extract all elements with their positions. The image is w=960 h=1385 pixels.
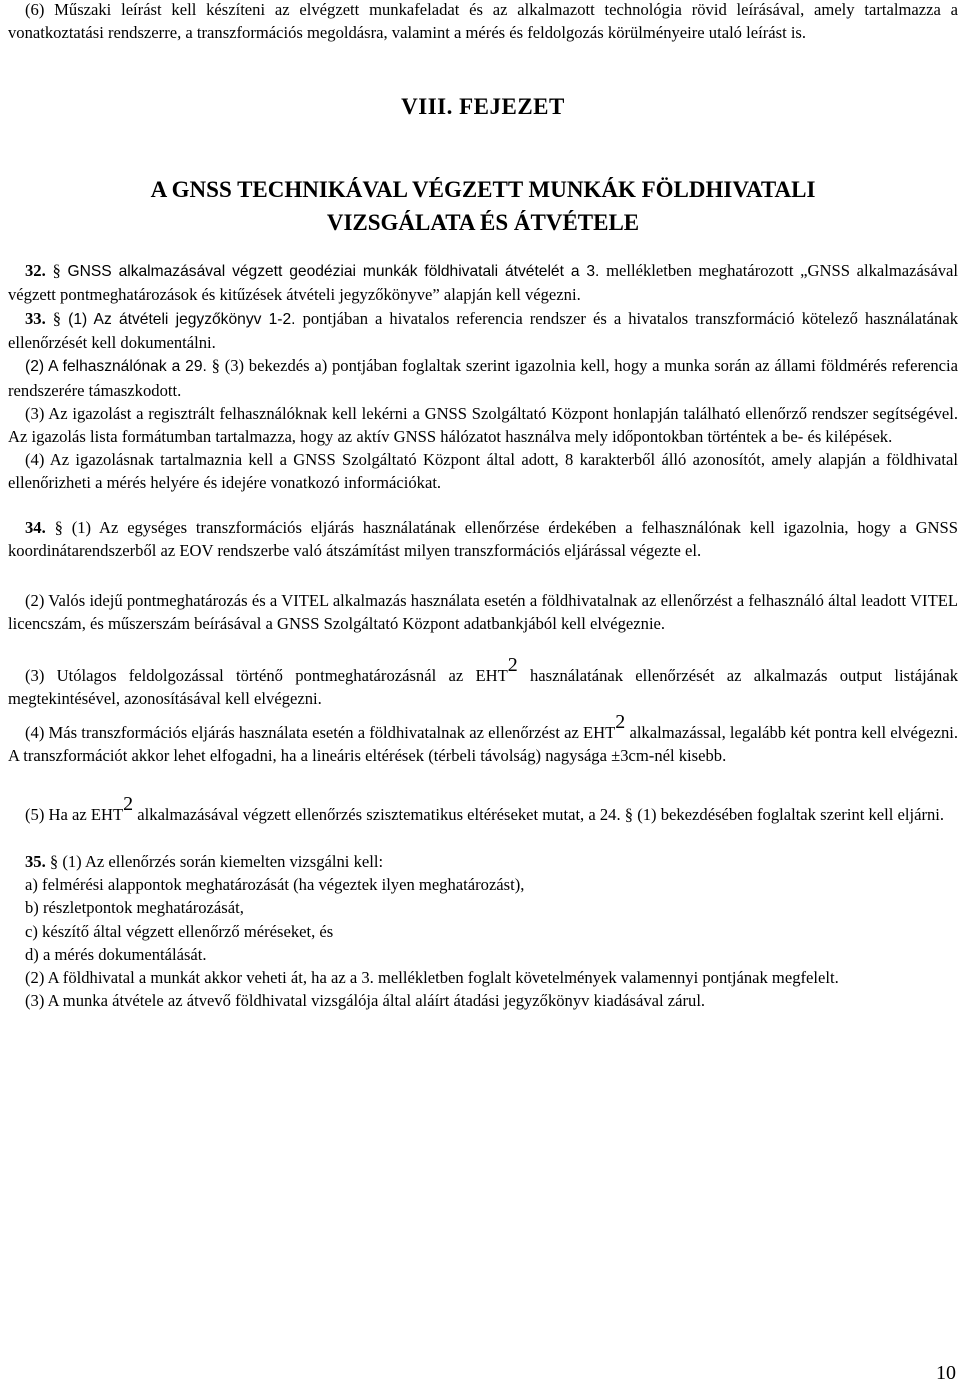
section-34-p4-block bbox=[8, 711, 958, 767]
chapter-number: VIII. FEJEZET bbox=[401, 94, 565, 119]
section-34-paragraph-4 bbox=[8, 711, 958, 767]
section-33-paragraph-1 bbox=[8, 307, 958, 354]
section-34-number: 34. bbox=[25, 518, 46, 537]
section-34 bbox=[8, 516, 958, 562]
section-34-p3-text-b: használatának ellenőrzését az alkalmazás output listájának megtekintésével, azonosításával kell elvégezni. bbox=[8, 666, 958, 709]
section-sign: § bbox=[52, 261, 61, 280]
section-34-p5-text-c: (1) bekezdésében foglaltak szerint kell eljárni. bbox=[637, 805, 945, 824]
section-sign: § bbox=[624, 805, 634, 824]
section-34-p3-block bbox=[8, 654, 958, 710]
section-sign: § bbox=[49, 852, 59, 871]
section-33-paragraph-4: (4) Az igazolásnak tartalmaznia kell a GNSS Szolgáltató Központ által adott, 8 karakterből álló azonosítót, amely alapján a földhivatal ellenőrizheti a mérés helyére és idejére vonatkozó információkat. bbox=[8, 450, 958, 493]
section-33-p1-sans: (1) Az átvételi jegyzőkönyv 1-2. bbox=[68, 311, 296, 328]
section-sign: § bbox=[211, 356, 220, 376]
section-33-p1-text: pontjában a hivatalos referencia rendszer és a hivatalos transzformáció kötelező használatának ellenőrzését kell dokumentálni. bbox=[8, 309, 959, 353]
section-34-p1-text: (1) Az egységes transzformációs eljárás használatának ellenőrzése érdekében a felhasználónak kell igazolnia, hogy a GNSS koordinátarendszerből az EOV rendszerbe való átszámítást milyen transzformációs eljárással végezte el. bbox=[8, 518, 958, 561]
section-34-p5-text-a: (5) Ha az EHT bbox=[25, 805, 124, 824]
section-35-paragraph-1 bbox=[8, 850, 958, 873]
section-35-paragraph-2: (2) A földhivatal a munkát akkor veheti át, ha az a 3. mellékletben foglalt követelmények valamennyi pontjának megfelelt. bbox=[25, 968, 839, 988]
section-33-number: 33. bbox=[25, 309, 46, 328]
list-item: a) felmérési alappontok meghatározását (ha végeztek ilyen meghatározást), bbox=[25, 875, 525, 895]
section-33-paragraph-3: (3) Az igazolást a regisztrált felhasználóknak kell lekérni a GNSS Szolgáltató Központ honlapján található ellenőrző rendszer segítségével. Az igazolás lista formátumban tartalmazza, hogy az aktív GNSS hálózatot használva mely időpontokban történtek a be- és kilépések. bbox=[8, 403, 958, 447]
section-34-p4-text-a: (4) Más transzformációs eljárás használata esetén a földhivatalnak az ellenőrzést az EHT bbox=[25, 723, 616, 742]
section-34-paragraph-3 bbox=[8, 654, 958, 710]
intro-block bbox=[8, 0, 958, 44]
section-34-p5-block bbox=[8, 793, 958, 826]
section-35 bbox=[8, 850, 958, 1012]
section-34-p4-text-b: alkalmazással, legalább két pontra kell elvégezni. A transzformációt akkor lehet elfogadni, ha a lineáris eltérések (térbeli távolság) nagysága ±3cm-nél kisebb. bbox=[8, 723, 958, 766]
section-34-p2-block bbox=[8, 589, 958, 635]
list-item: d) a mérés dokumentálását. bbox=[25, 944, 207, 964]
superscript-2: 2 bbox=[615, 711, 626, 733]
section-33-p2-sans: (2) A felhasználónak a 29. bbox=[25, 358, 207, 376]
section-33 bbox=[8, 307, 958, 495]
chapter-title-line2: VIZSGÁLATA ÉS ÁTVÉTELE bbox=[326, 210, 640, 235]
section-33-paragraph-2 bbox=[8, 354, 958, 401]
section-35-paragraph-3: (3) A munka átvétele az átvevő földhivatal vizsgálója által aláírt átadási jegyzőkönyv kiadásával zárul. bbox=[25, 991, 706, 1011]
section-32-number: 32. bbox=[25, 261, 46, 280]
section-32-text-sans: GNSS alkalmazásával végzett geodéziai munkák földhivatali átvételét a 3. bbox=[67, 263, 600, 280]
section-34-paragraph-1 bbox=[8, 516, 958, 562]
section-sign: § bbox=[52, 309, 62, 328]
section-35-p1-text: (1) Az ellenőrzés során kiemelten vizsgálni kell: bbox=[62, 852, 384, 871]
section-34-p3-text-a: (3) Utólagos feldolgozással történő pontmeghatározásnál az EHT bbox=[25, 666, 508, 685]
page-number: 10 bbox=[936, 1362, 956, 1384]
chapter-title-line1: A GNSS TECHNIKÁVAL VÉGZETT MUNKÁK FÖLDHIVATALI bbox=[150, 177, 816, 202]
section-32-paragraph bbox=[8, 259, 958, 306]
superscript-2: 2 bbox=[123, 793, 134, 815]
section-32-text: mellékletben meghatározott „GNSS alkalmazásával végzett pontmeghatározások és kitűzések átvételi jegyzőkönyve” alapján kell végezni. bbox=[8, 261, 958, 305]
section-32 bbox=[8, 259, 958, 306]
section-34-paragraph-5 bbox=[8, 793, 958, 826]
list-item: c) készítő által végzett ellenőrző méréseket, és bbox=[25, 921, 334, 941]
intro-paragraph: (6) Műszaki leírást kell készíteni az elvégzett munkafeladat és az alkalmazott technológia rövid leírásával, amely tartalmazza a vonatkoztatási rendszerre, a transzformációs megoldásra, valamint a mérés és feldolgozás körülményeire utaló leírást is. bbox=[8, 0, 958, 43]
section-sign: § bbox=[54, 518, 63, 537]
list-item: b) részletpontok meghatározását, bbox=[25, 898, 244, 918]
section-34-paragraph-2: (2) Valós idejű pontmeghatározás és a VITEL alkalmazás használata esetén a földhivatalnak az ellenőrzést a felhasználó által leadott VITEL licencszám, és műszerszám beírásával a GNSS Szolgáltató Központ adatbankjából kell elvégeznie. bbox=[8, 591, 958, 634]
superscript-2: 2 bbox=[507, 654, 518, 676]
section-35-number: 35. bbox=[25, 852, 46, 871]
section-34-p5-text-b: alkalmazásával végzett ellenőrzés szisztematikus eltéréseket mutat, a 24. bbox=[137, 805, 621, 824]
section-33-p2-text: (3) bekezdés a) pontjában foglaltak szerint igazolnia kell, hogy a munka során az állami földmérés referencia rendszerére támaszkodott. bbox=[8, 356, 958, 400]
